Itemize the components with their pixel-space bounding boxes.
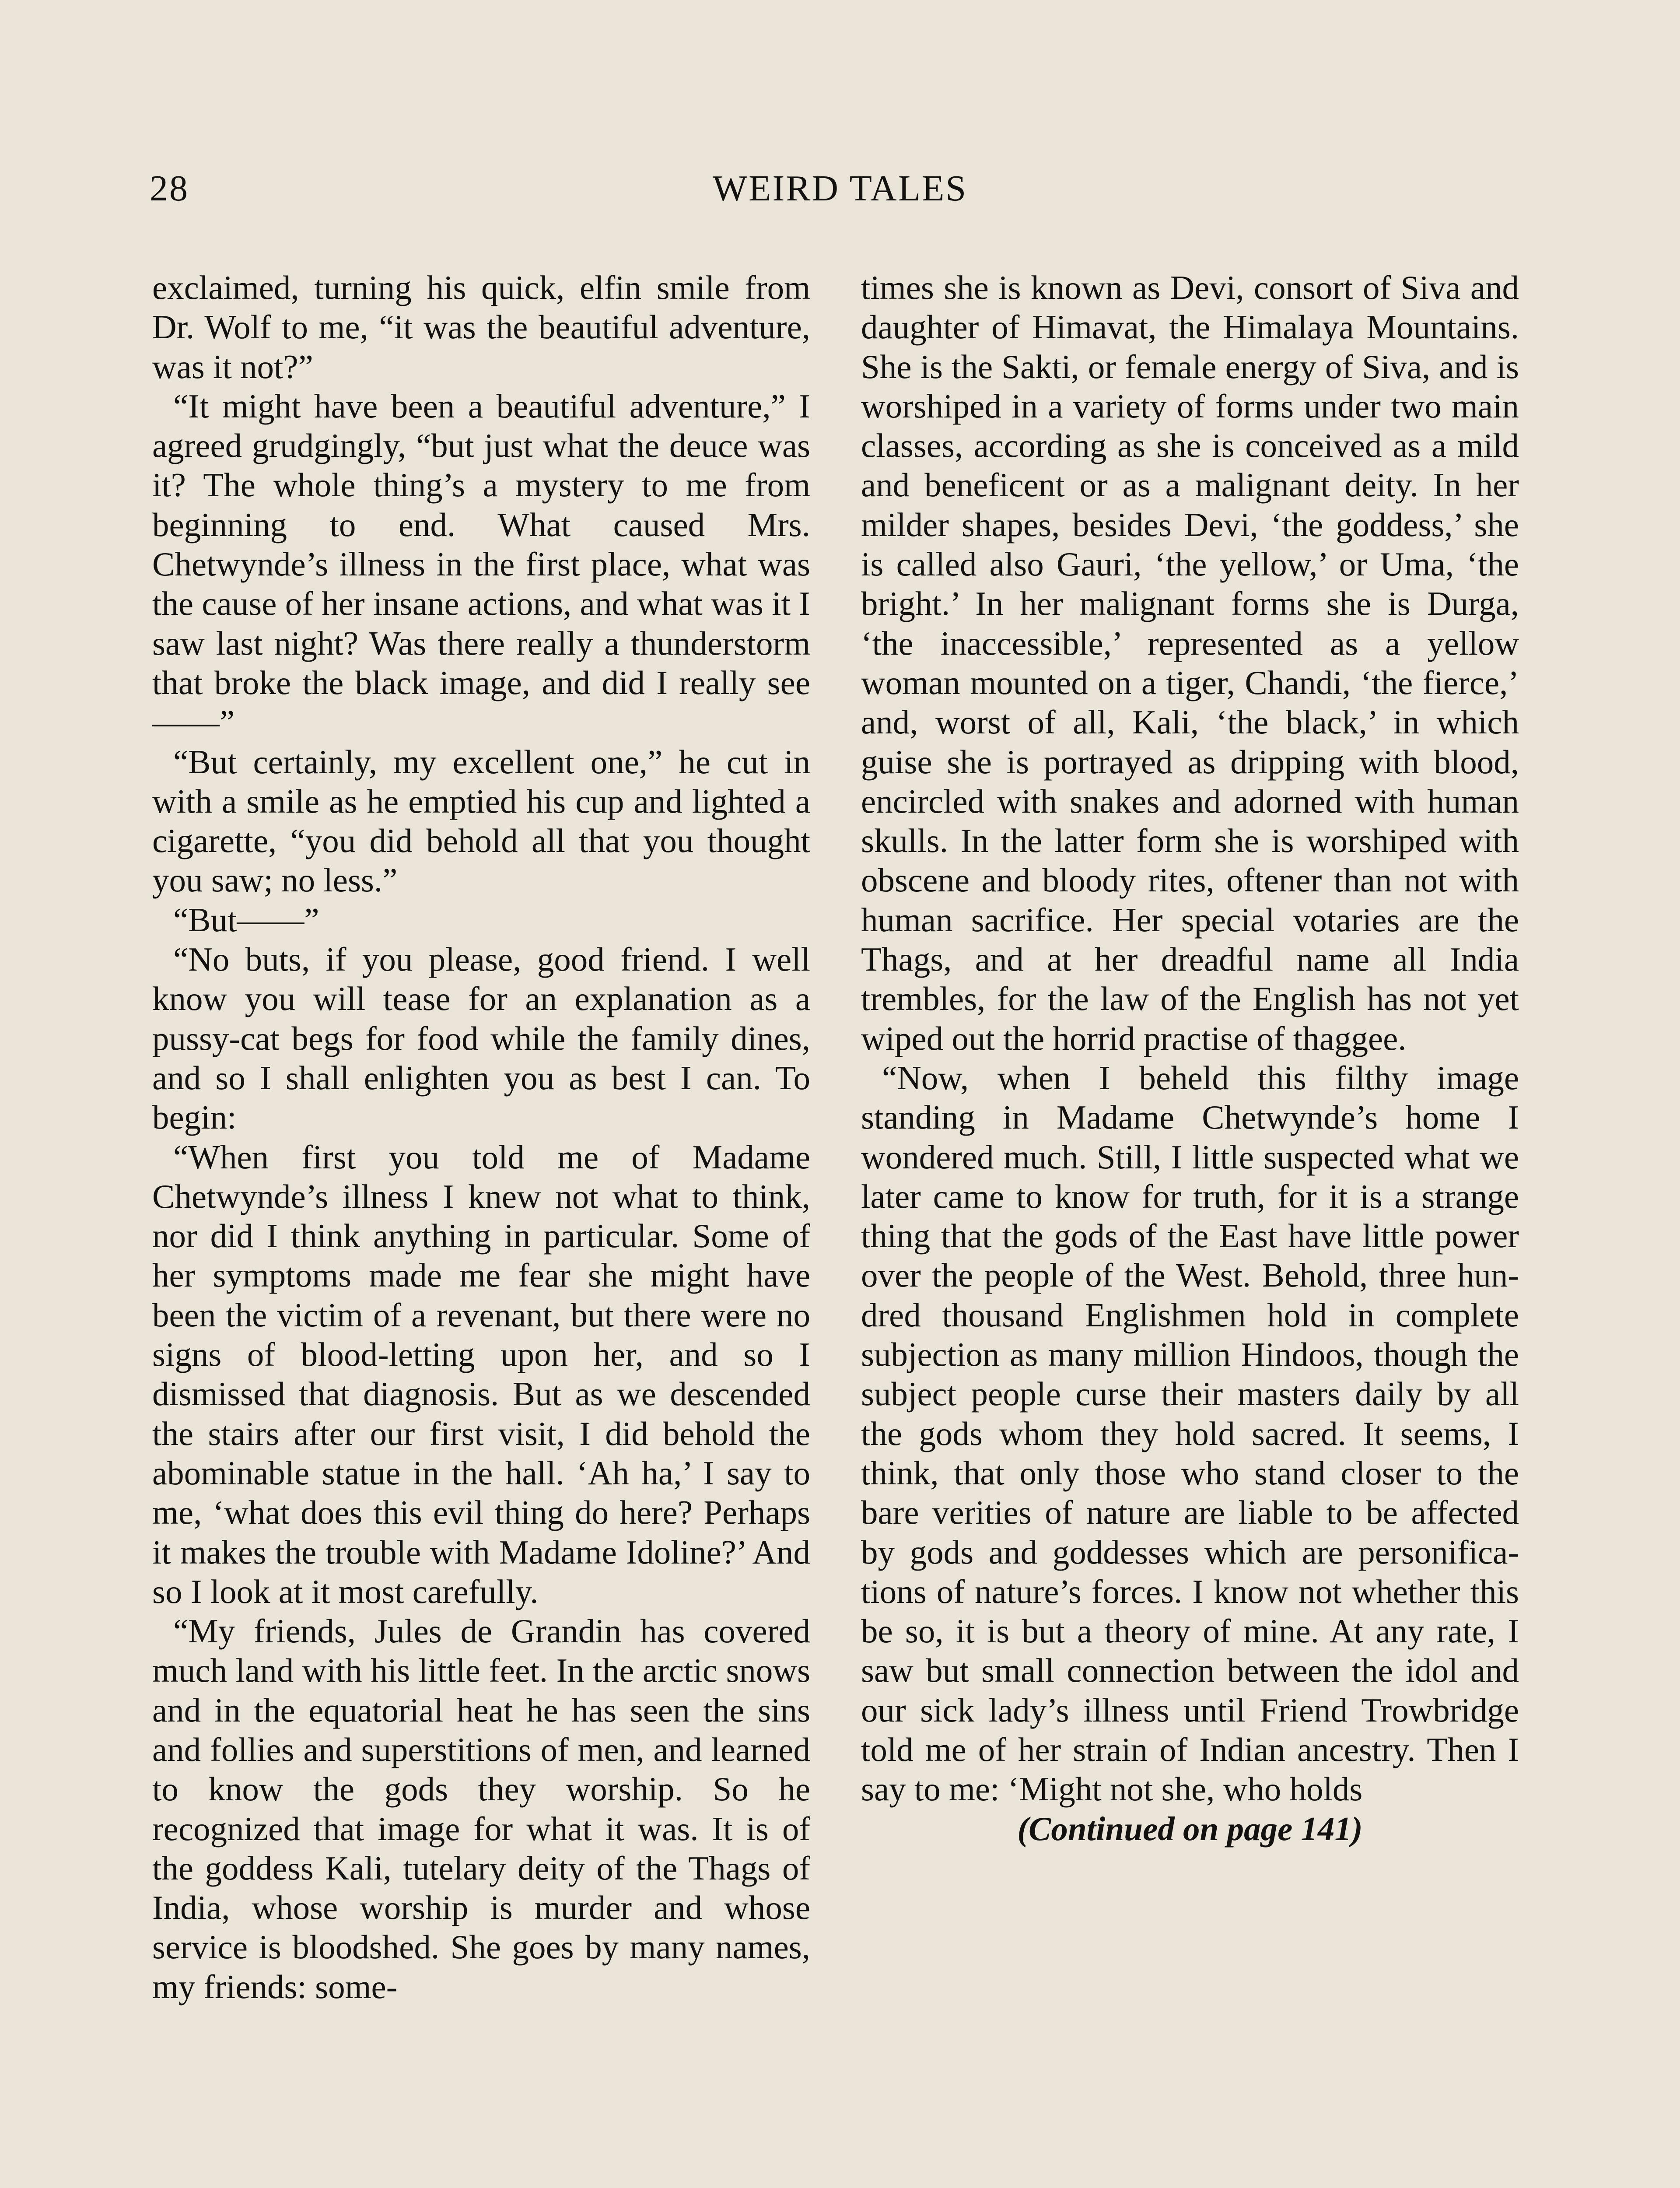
paragraph: “No buts, if you please, good friend. I well know you will tease for an explanation as a pussy-cat begs for food while the family dines, and so I shall enlighten you as best I can. To begin: [152,940,810,1136]
paragraph: “Now, when I beheld this filthy image standing in Madame Chetwynde’s home I wondered much. Still, I little suspected what we later came to know for truth, for it is a strange thing that the gods of the East have little power over the people of the West. Behold, three hundred thousand Englishmen hold in complete subjection as many million Hindoos, though the subject people curse their masters daily by all the gods whom they hold sacred. It seems, I think, that only those who stand closer to the bare verities of nature are liable to be affected by gods and goddesses which are personifications of nature’s forces. I know not whether this be so, it is but a theory of mine. At any rate, I saw but small connection between the idol and our sick lady’s illness until Friend Trowbridge told me of her strain of Indian ancestry. Then I say to me: ‘Might not she, who holds [861,1059,1519,1808]
paragraph: “It might have been a beautiful adventure,” I agreed grudgingly, “but just what the deuce was it? The whole thing’s a mystery to me from beginning to end. What caused Mrs. Chetwynde’s illness in the first place, what was the cause of her insane actions, and what was it I saw last night? Was there really a thunderstorm that broke the black image, and did I really see——” [152,387,810,741]
paragraph: times she is known as Devi, consort of Siva and daughter of Himavat, the Himalaya Mountains. She is the Sakti, or female energy of Siva, and is worshiped in a variety of forms under two main classes, according as she is conceived as a mild and beneficent or as a malignant deity. In her milder shapes, besides Devi, ‘the goddess,’ she is called also Gauri, ‘the yellow,’ or Uma, ‘the bright.’ In her malignant forms she is Durga, ‘the inaccessible,’ represented as a yellow woman mounted on a tiger, Chandi, ‘the fierce,’ and, worst of all, Kali, ‘the black,’ in which guise she is portrayed as dripping with blood, encircled with snakes and adorned with human skulls. In the latter form she is worshiped with obscene and bloody rites, oftener than not with human sacrifice. Her special votaries are the Thags, and at her dreadful name all India trembles, for the law of the English has not yet wiped out the horrid practise of thaggee. [861,269,1519,1057]
running-head [150,167,1530,215]
left-column [152,268,810,2006]
magazine-title: WEIRD TALES [712,168,968,209]
right-column [861,268,1519,1848]
paragraph: “But certainly, my excellent one,” he cut in with a smile as he emptied his cup and lighted a cigarette, “you did behold all that you thought you saw; no less.” [152,743,810,899]
paragraph: “But——” [173,901,319,939]
page-number: 28 [150,168,189,209]
continued-note: (Continued on page 141) [1017,1809,1363,1848]
paragraph: exclaimed, turning his quick, elfin smile from Dr. Wolf to me, “it was the beautiful adventure, was it not?” [152,269,810,386]
paragraph: “My friends, Jules de Grandin has covered much land with his little feet. In the arctic snows and in the equatorial heat he has seen the sins and follies and superstitions of men, and learned to know the gods they worship. So he recognized that image for what it was. It is of the goddess Kali, tutelary deity of the Thags of India, whose worship is murder and whose service is bloodshed. She goes by many names, my friends: some- [152,1612,810,2006]
paragraph: “When first you told me of Madame Chetwynde’s illness I knew not what to think, nor did I think anything in particular. Some of her symptoms made me fear she might have been the victim of a revenant, but there were no signs of blood-letting upon her, and so I dismissed that diagnosis. But as we descended the stairs after our first visit, I did behold the abominable statue in the hall. ‘Ah ha,’ I say to me, ‘what does this evil thing do here? Perhaps it makes the trouble with Madame Idoline?’ And so I look at it most carefully. [152,1138,810,1610]
